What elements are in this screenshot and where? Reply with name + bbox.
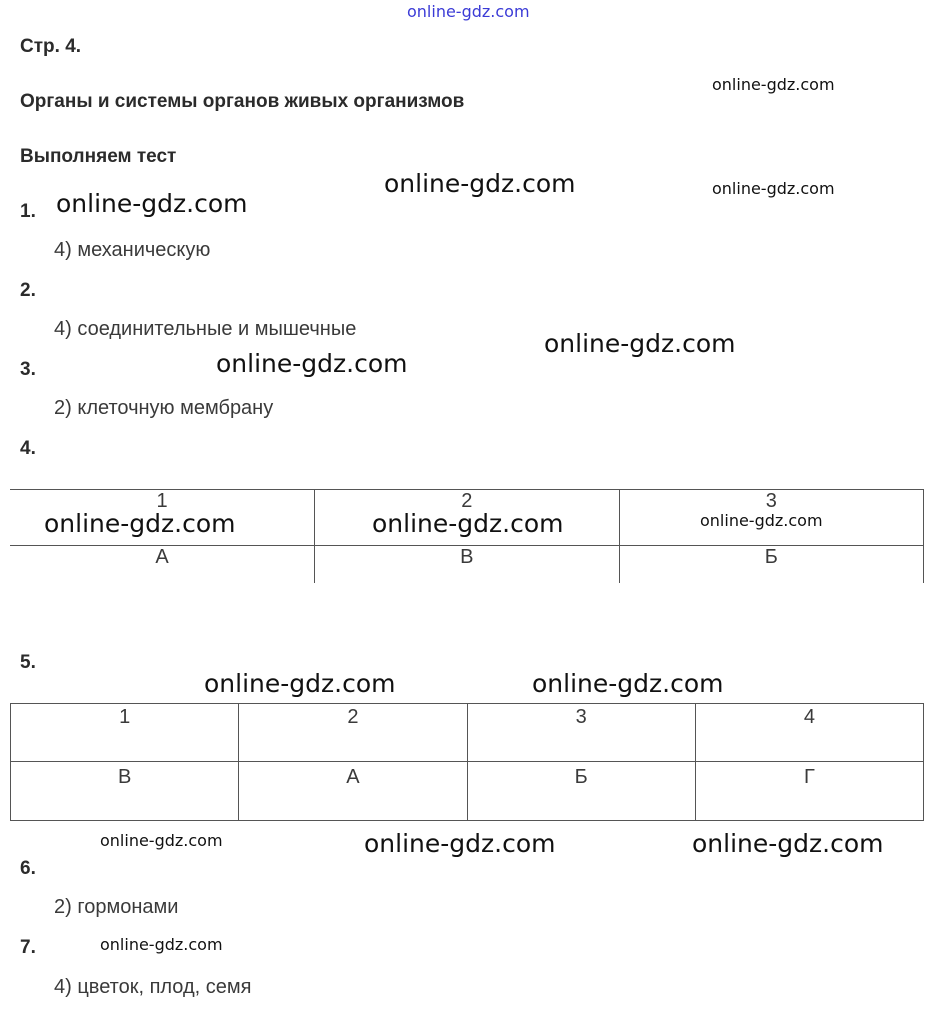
watermark: online-gdz.com [372,509,564,538]
section-title: Органы и системы органов живых организмов [20,91,465,112]
watermark: online-gdz.com [364,829,556,858]
table5-value-4: Г [695,762,923,821]
table5-value-2: А [239,762,467,821]
top-watermark: online-gdz.com [407,2,530,21]
watermark: online-gdz.com [384,169,576,198]
table4-value-1: А [10,546,315,584]
subsection-title: Выполняем тест [20,146,177,167]
answer-3: 2) клеточную мембрану [54,397,274,419]
question-number-2: 2. [20,280,36,301]
table5-header-2: 2 [239,704,467,762]
answer-6: 2) гормонами [54,896,179,918]
answer-2: 4) соединительные и мышечные [54,318,357,340]
watermark: online-gdz.com [44,509,236,538]
table5-value-3: Б [467,762,695,821]
question-number-6: 6. [20,858,36,879]
watermark: online-gdz.com [532,669,724,698]
page-label: Стр. 4. [20,36,82,57]
watermark: online-gdz.com [692,829,884,858]
table4-header-3: 3 [619,490,924,546]
answer-table-5 [10,703,924,821]
question-number-7: 7. [20,937,36,958]
table5-value-1: В [11,762,239,821]
question-number-5: 5. [20,652,36,673]
question-number-1: 1. [20,201,36,222]
watermark: online-gdz.com [216,349,408,378]
watermark: online-gdz.com [56,189,248,218]
watermark: online-gdz.com [712,179,835,198]
watermark: online-gdz.com [204,669,396,698]
table4-value-3: Б [619,546,924,584]
question-number-4: 4. [20,438,36,459]
question-number-3: 3. [20,359,36,380]
table5-header-4: 4 [695,704,923,762]
watermark: online-gdz.com [100,831,223,850]
table4-header-2: 2 [315,490,620,546]
table4-value-2: В [315,546,620,584]
table5-header-3: 3 [467,704,695,762]
answer-1: 4) механическую [54,239,211,261]
answer-7: 4) цветок, плод, семя [54,976,252,998]
watermark: online-gdz.com [712,75,835,94]
watermark: online-gdz.com [544,329,736,358]
watermark: online-gdz.com [100,935,223,954]
table5-header-1: 1 [11,704,239,762]
watermark: online-gdz.com [700,511,823,530]
table4-header-1: 1 [10,490,315,546]
